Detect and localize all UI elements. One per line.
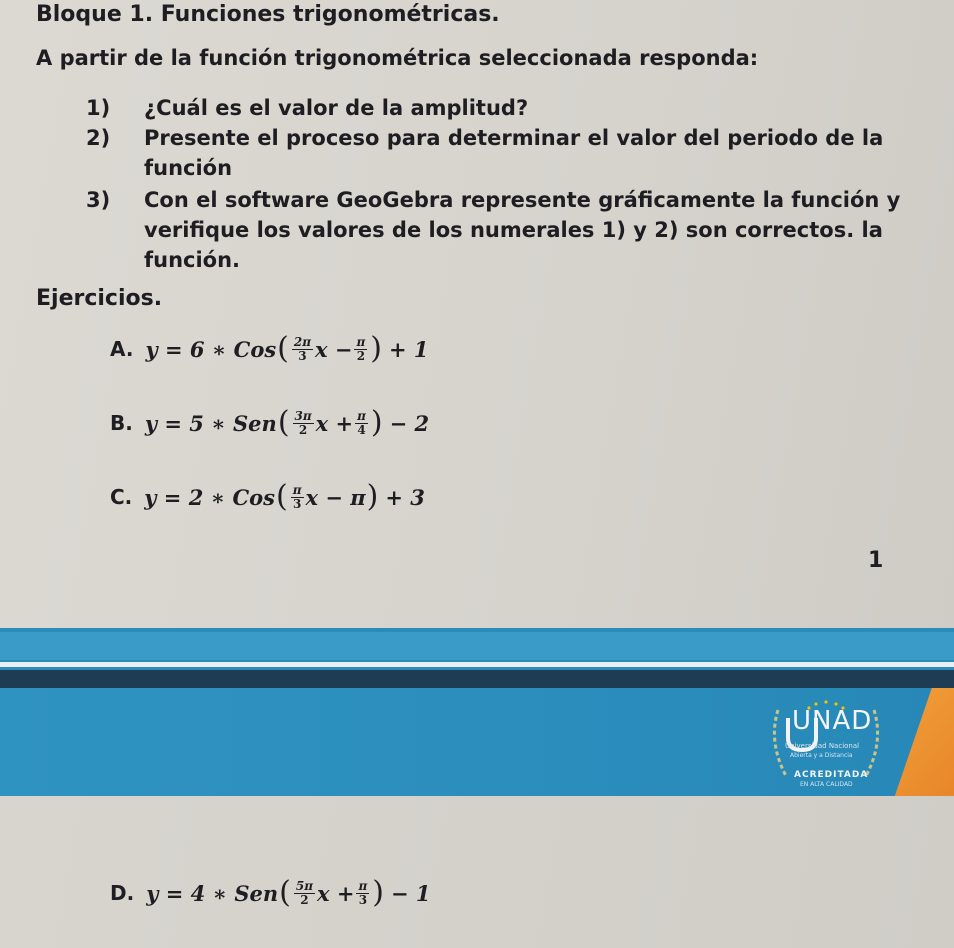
open-paren: ( bbox=[276, 479, 288, 514]
open-paren: ( bbox=[279, 875, 291, 910]
footer-stripe-dark bbox=[0, 670, 954, 688]
open-paren: ( bbox=[277, 405, 290, 440]
question-number: 2) bbox=[86, 126, 111, 150]
question-number: 3) bbox=[86, 188, 111, 212]
fraction: $\frac{5\pi}{2}$ bbox=[295, 878, 314, 907]
exercise-label: D. bbox=[110, 881, 135, 905]
logo-acreditada: ACREDITADA bbox=[794, 770, 869, 780]
fraction: $\frac{2\pi}{3}$ bbox=[293, 334, 312, 363]
block-title: Bloque 1. Funciones trigonométricas. bbox=[36, 2, 500, 27]
equation-tail: + 1 bbox=[388, 336, 429, 362]
question-text: ¿Cuál es el valor de la amplitud? bbox=[144, 96, 529, 120]
question-number: 1) bbox=[86, 96, 111, 120]
fraction: $\frac{\pi}{4}$ bbox=[357, 408, 366, 437]
open-paren: ( bbox=[277, 331, 289, 366]
equation-tail: − 2 bbox=[389, 410, 430, 436]
fraction: $\frac{3\pi}{2}$ bbox=[294, 408, 312, 437]
fraction: $\frac{\pi}{3}$ bbox=[358, 878, 368, 907]
equation-tail: − 1 bbox=[390, 880, 431, 906]
footer-band-top bbox=[0, 632, 954, 660]
close-paren: ) bbox=[370, 405, 383, 440]
equation-middle: x − bbox=[315, 336, 353, 362]
exercise-a bbox=[110, 331, 429, 366]
question-text: función. bbox=[144, 248, 241, 272]
exercise-label: A. bbox=[110, 337, 134, 361]
equation-lhs: y = 4 ∗ Sen bbox=[146, 880, 279, 906]
equation-tail: + 3 bbox=[385, 484, 425, 510]
equation-middle: x + bbox=[315, 410, 354, 436]
equation-lhs: y = 6 ∗ Cos bbox=[145, 336, 277, 362]
close-paren: ) bbox=[366, 479, 379, 514]
question-text: Con el software GeoGebra represente gráficamente la función y bbox=[144, 188, 901, 212]
close-paren: ) bbox=[372, 875, 384, 910]
exercise-label: B. bbox=[110, 411, 133, 435]
equation-middle: x − π bbox=[305, 484, 366, 510]
logo-subtitle: Universidad Nacional bbox=[785, 742, 860, 750]
equation-middle: x + bbox=[317, 880, 355, 906]
logo-name: UNAD bbox=[792, 706, 873, 736]
close-paren: ) bbox=[370, 331, 382, 366]
logo-subtitle: Abierta y a Distancia bbox=[790, 752, 853, 759]
equation-lhs: y = 5 ∗ Sen bbox=[144, 410, 277, 436]
exercise-b bbox=[110, 405, 430, 440]
fraction: $\frac{\pi}{2}$ bbox=[356, 334, 366, 363]
question-text: Presente el proceso para determinar el valor del periodo de la bbox=[144, 126, 884, 150]
document-page-next bbox=[0, 796, 954, 948]
question-text: verifique los valores de los numerales 1) y 2) son correctos. la bbox=[144, 218, 883, 242]
page-number: 1 bbox=[868, 548, 884, 573]
exercise-label: C. bbox=[110, 485, 133, 509]
fraction: $\frac{\pi}{3}$ bbox=[292, 482, 302, 511]
exercise-c bbox=[110, 479, 425, 514]
exercise-d bbox=[110, 875, 431, 910]
logo-acreditada-sub: EN ALTA CALIDAD bbox=[800, 781, 853, 788]
instructions: A partir de la función trigonométrica seleccionada responda: bbox=[36, 46, 759, 70]
question-text: función bbox=[144, 156, 233, 180]
equation-lhs: y = 2 ∗ Cos bbox=[144, 484, 275, 510]
exercises-heading: Ejercicios. bbox=[36, 286, 163, 311]
footer-stripe bbox=[0, 662, 954, 667]
